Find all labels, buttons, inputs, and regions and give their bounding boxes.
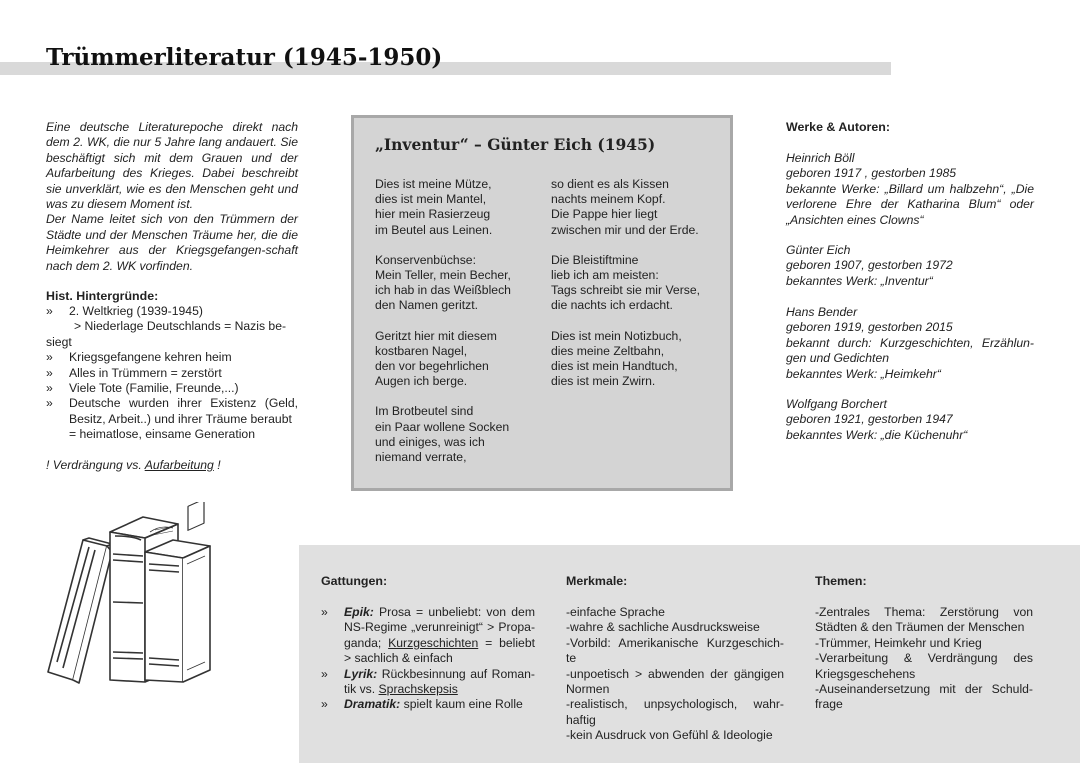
intro-text [46,120,298,274]
list-item: » Epik: Prosa = unbeliebt: von dem NS-Regime „verunreinigt“ > Propa-ganda; Kurzgeschichten = beliebt > sachlich & einfach [321,605,535,667]
author-eich: Günter Eich geboren 1907, gestorben 1972 bekanntes Werk: „Inventur“ [786,243,953,288]
poem-title: „Inventur“ – Günter Eich (1945) [375,135,656,154]
list-item: -kein Ausdruck von Gefühl & Ideologie [566,728,773,743]
poem-stanza: Die Bleistiftmine lieb ich am meisten: Tags schreibt sie mir Verse, die nachts ich erdacht. [551,252,701,313]
intro-paragraph-1: Eine deutsche Literaturepoche direkt nach dem 2. WK, die nur 5 Jahre lang andauert. Sie beschäftigt sich mit dem Grauen und der Aufarbeitung des Krieges. Dabei beschreibt sie unverklärt, wie es den Menschen geht und was zu diesem Moment ist. [46,120,298,212]
slogan: ! Verdrängung vs. Aufarbeitung ! [46,458,221,472]
page-title: Trümmerliteratur (1945-1950) [46,44,443,71]
list-item: » Viele Tote (Familie, Freunde,...) [46,381,298,396]
list-item: -Verarbeitung & Verdrängung des Kriegsgeschehens [815,651,1033,681]
list-item: » Lyrik: Rückbesinnung auf Roman-tik vs. Sprachskepsis [321,667,535,698]
poem-left-column [375,177,511,465]
list-item: -realistisch, unpsychologisch, wahr-haftig [566,697,784,727]
history-list [46,304,298,443]
author-bender: Hans Bender geboren 1919, gestorben 2015 bekannt durch: Kurzgeschichten, Erzählun-gen und Gedichten bekanntes Werk: „Heimkehr“ [786,305,1034,381]
poem-stanza: Im Brotbeutel sind ein Paar wollene Socken und einiges, was ich niemand verrate, [375,404,510,465]
list-item: » Kriegsgefangene kehren heim [46,350,298,365]
list-item: » Alles in Trümmern = zerstört [46,366,298,381]
slogan-underlined: Aufarbeitung [144,458,214,472]
poem-stanza: Konservenbüchse: Mein Teller, mein Becher, ich hab in das Weißblech den Namen geritzt. [375,252,511,313]
features-list [566,605,784,744]
themes-list [815,605,1033,713]
genres-list [321,605,535,713]
list-item: -einfache Sprache [566,605,665,619]
features-heading: Merkmale: [566,574,628,588]
list-item: -unpoetisch > abwenden der gängigen Normen [566,666,784,697]
list-item: > Niederlage Deutschlands = Nazis be- [74,319,287,334]
book-leaning-icon [48,538,112,683]
list-item: » 2. Weltkrieg (1939-1945) [46,304,298,319]
themes-heading: Themen: [815,574,867,588]
poem-stanza: Geritzt hier mit diesem kostbaren Nagel, den vor begehrlichen Augen ich berge. [375,328,497,389]
list-item: -Vorbild: Amerikanische Kurzgeschich-te [566,635,784,666]
history-heading: Hist. Hintergründe: [46,289,159,303]
intro-paragraph-2: Der Name leitet sich von den Trümmern der Städte und der Menschen Träume her, die die Heimkehrer aus der Kriegsgefangen-schaft nach dem 2. WK vorfinden. [46,212,298,273]
poem-right-column [551,177,700,389]
list-item: siegt [46,334,72,349]
poem-stanza: so dient es als Kissen nachts meinem Kopf. Die Pappe hier liegt zwischen mir und der Erde. [551,177,699,237]
list-item: » Deutsche wurden ihrer Existenz (Geld, Besitz, Arbeit..) und ihrer Träume beraubt [46,396,298,427]
author-boell: Heinrich Böll geboren 1917 , gestorben 1985 bekannte Werke: „Billard um halbzehn“, „Die verlorene Ehre der Katharina Blum“ oder „Ansichten eines Clowns“ [786,151,1034,227]
works-heading: Werke & Autoren: [786,120,890,134]
author-borchert: Wolfgang Borchert geboren 1921, gestorben 1947 bekanntes Werk: „die Küchenuhr“ [786,397,968,442]
genres-heading: Gattungen: [321,574,388,588]
poem-stanza: Dies ist mein Notizbuch, dies meine Zeltbahn, dies ist mein Handtuch, dies ist mein Zwirn. [551,328,682,389]
list-item: -Auseinandersetzung mit der Schuld-frage [815,682,1033,712]
list-item: -wahre & sachliche Ausdrucksweise [566,620,760,635]
list-item: -Trümmer, Heimkehr und Krieg [815,635,982,650]
books-illustration [45,502,215,687]
list-item: = heimatlose, einsame Generation [69,427,255,442]
list-item: » Dramatik: spielt kaum eine Rolle [321,697,535,712]
poem-stanza: Dies ist meine Mütze, dies ist mein Mantel, hier mein Rasierzeug im Beutel aus Leinen. [375,177,493,237]
list-item: -Zentrales Thema: Zerstörung von Städten & den Träumen der Menschen [815,605,1033,635]
